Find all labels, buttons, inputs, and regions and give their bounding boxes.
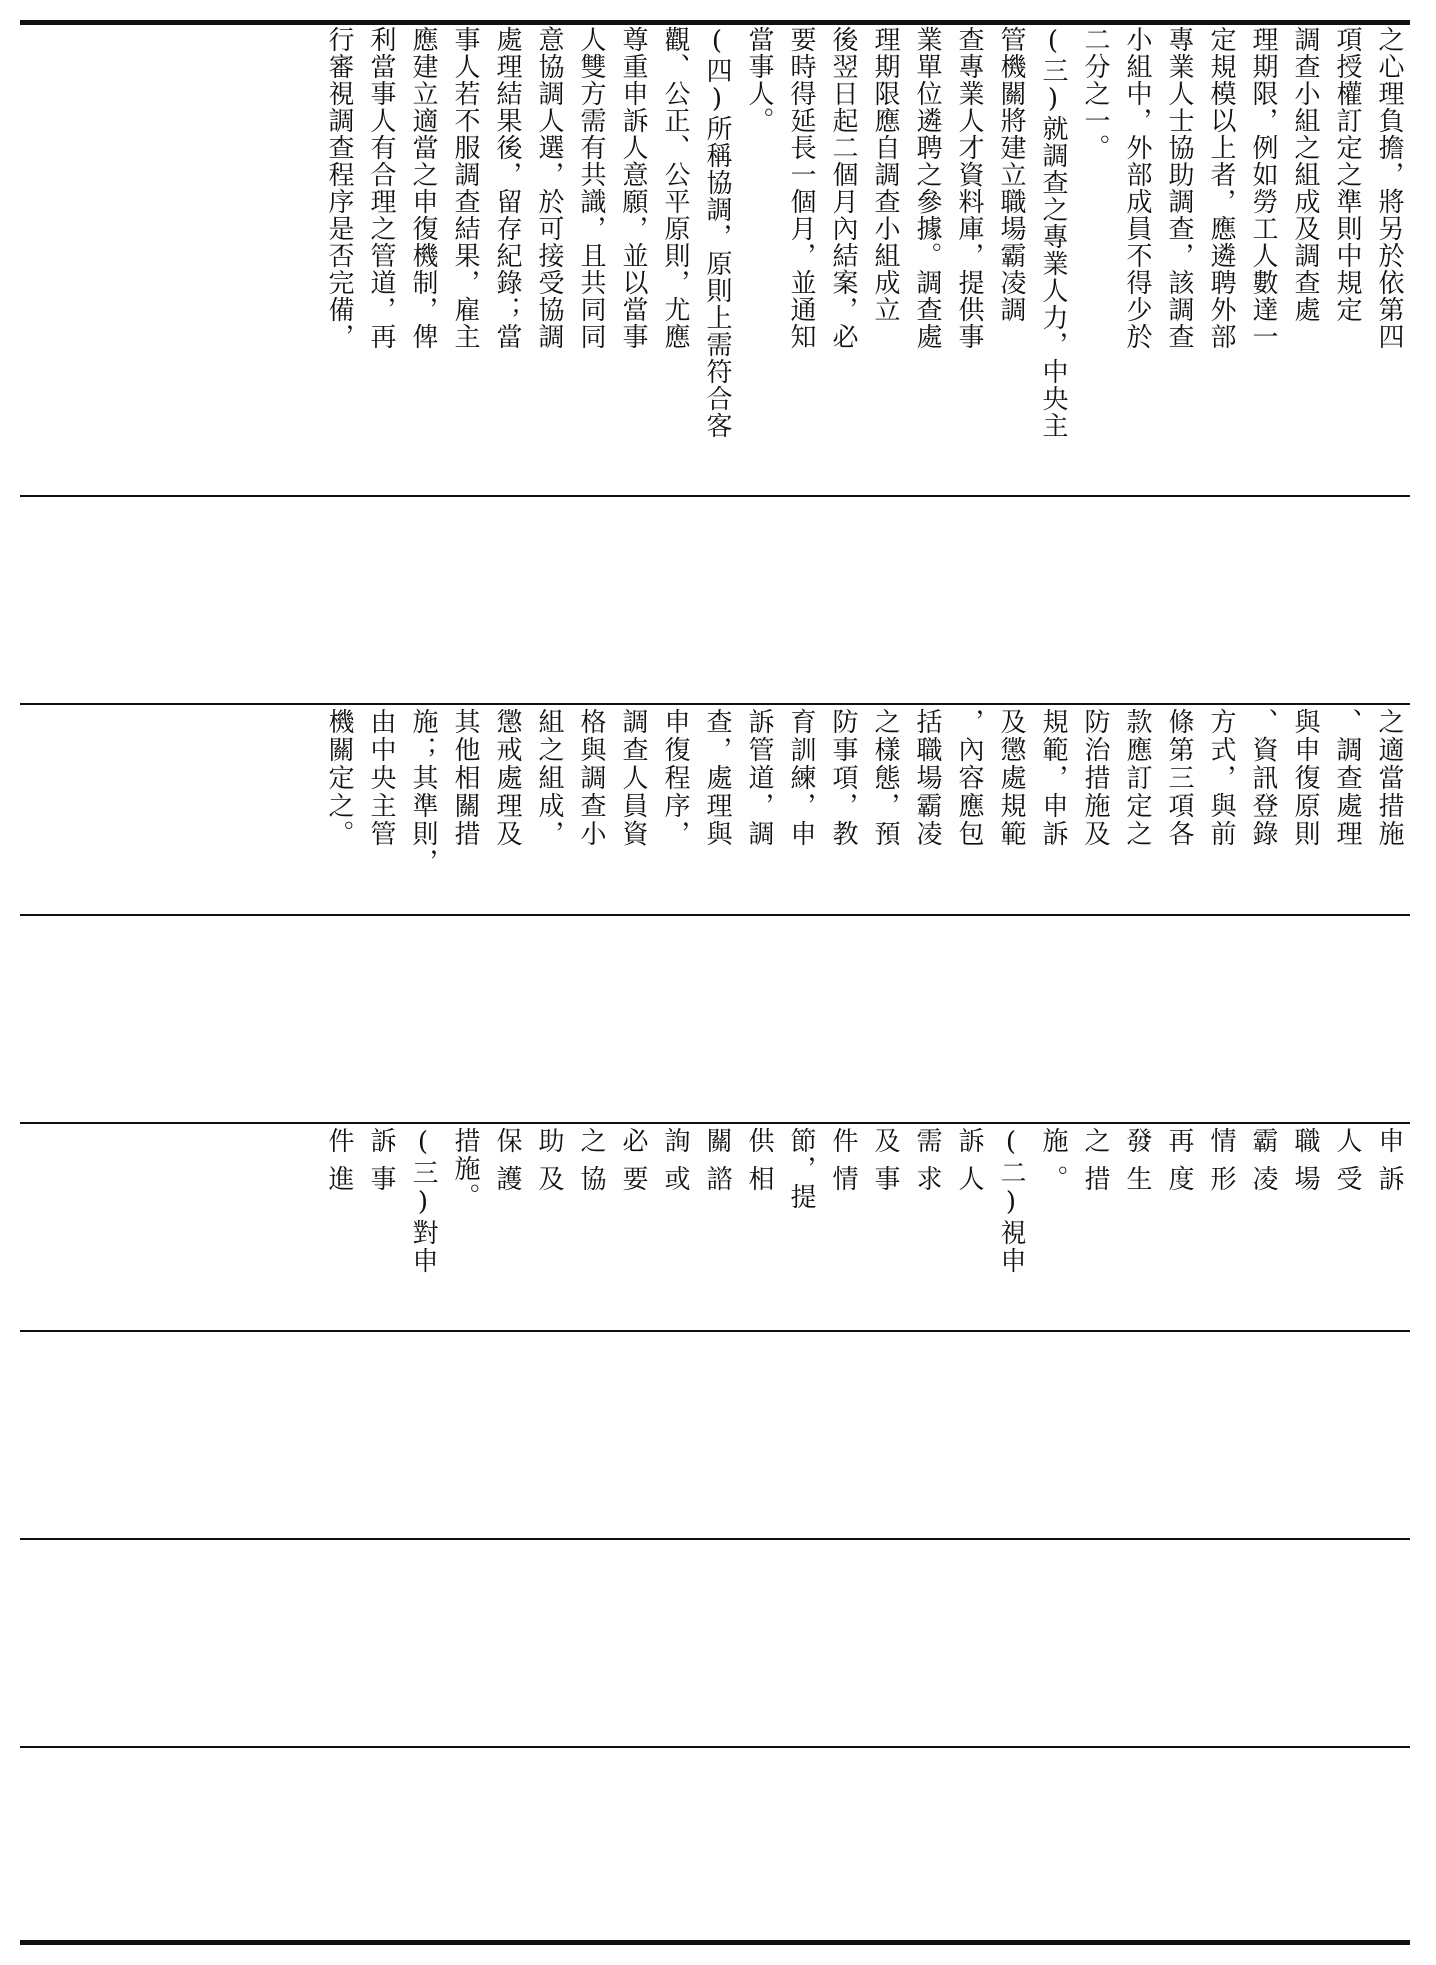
text-column: 職場	[1290, 1127, 1320, 1203]
text-column: 組之組成，	[534, 708, 564, 848]
text-band-middle	[20, 708, 1410, 913]
text-column: 、調查處理	[1332, 708, 1362, 848]
text-column: 節，提	[786, 1127, 816, 1211]
row-divider	[20, 495, 1410, 497]
text-column: 需求	[912, 1127, 942, 1203]
text-column: (二)視申	[996, 1127, 1026, 1275]
row-divider	[20, 1122, 1410, 1124]
text-column: 其他相關措	[450, 708, 480, 848]
top-rule	[20, 20, 1410, 25]
text-column: 件情	[828, 1127, 858, 1203]
text-column: 事人若不服調查結果，雇主	[450, 26, 480, 350]
text-column: 處理結果後，留存紀錄；當	[492, 26, 522, 350]
text-column: 及事	[870, 1127, 900, 1203]
bottom-rule	[20, 1940, 1410, 1945]
row-divider	[20, 703, 1410, 705]
text-column: 應建立適當之申復機制，俾	[408, 26, 438, 350]
row-divider	[20, 1538, 1410, 1540]
text-column: 申復程序，	[660, 708, 690, 848]
text-column: (三)就調查之專業人力，中央主	[1038, 26, 1068, 439]
text-column: 專業人士協助調查，該調查	[1164, 26, 1194, 350]
text-column: 關諮	[702, 1127, 732, 1203]
text-column: 利當事人有合理之管道，再	[366, 26, 396, 350]
row-divider	[20, 914, 1410, 916]
text-column: 之協	[576, 1127, 606, 1203]
text-band-lower	[20, 1127, 1410, 1327]
column-group-upper	[318, 26, 1410, 439]
text-column: 及懲處規範	[996, 708, 1026, 848]
text-column: 發生	[1122, 1127, 1152, 1203]
text-column: 詢或	[660, 1127, 690, 1203]
column-group-lower	[318, 1127, 1410, 1327]
text-column: 調查人員資	[618, 708, 648, 848]
text-column: 二分之一。	[1080, 26, 1110, 161]
text-column: 格與調查小	[576, 708, 606, 848]
text-column: 人受	[1332, 1127, 1362, 1203]
text-band-upper	[20, 26, 1410, 494]
text-column: 規範，申訴	[1038, 708, 1068, 848]
text-column: 行審視調查程序是否完備，	[324, 26, 354, 350]
text-column: 觀、公正、公平原則，尤應	[660, 26, 690, 350]
text-column: 育訓練，申	[786, 708, 816, 848]
text-column: 理期限，例如勞工人數達一	[1248, 26, 1278, 350]
text-column: 施；其準則，	[408, 708, 438, 876]
text-column: 項授權訂定之準則中規定	[1332, 26, 1362, 323]
text-column: (三)對申	[408, 1127, 438, 1275]
column-group-middle	[318, 708, 1410, 913]
text-column: 調查小組之組成及調查處	[1290, 26, 1320, 323]
text-column: 情形	[1206, 1127, 1236, 1203]
text-column: 之心理負擔，將另於依第四	[1374, 26, 1404, 350]
text-column: 意協調人選，於可接受協調	[534, 26, 564, 350]
text-column: 保護	[492, 1127, 522, 1203]
text-column: 業單位遴聘之參據。調查處	[912, 26, 942, 350]
text-column: 機關定之。	[324, 708, 354, 848]
row-divider	[20, 1330, 1410, 1332]
text-column: 再度	[1164, 1127, 1194, 1203]
text-column: 與申復原則	[1290, 708, 1320, 848]
text-column: 施。	[1038, 1127, 1068, 1203]
text-column: 霸凌	[1248, 1127, 1278, 1203]
text-column: ，內容應包	[954, 708, 984, 848]
row-divider	[20, 1746, 1410, 1748]
text-column: 由中央主管	[366, 708, 396, 848]
text-column: 方式，與前	[1206, 708, 1236, 848]
text-column: 懲戒處理及	[492, 708, 522, 848]
text-column: 查專業人才資料庫，提供事	[954, 26, 984, 350]
text-column: 之樣態，預	[870, 708, 900, 848]
text-column: 件進	[324, 1127, 354, 1203]
text-column: 理期限應自調查小組成立	[870, 26, 900, 323]
text-column: 條第三項各	[1164, 708, 1194, 848]
text-column: 管機關將建立職場霸凌調	[996, 26, 1026, 323]
text-column: 款應訂定之	[1122, 708, 1152, 848]
text-column: 供相	[744, 1127, 774, 1203]
text-column: 人雙方需有共識，且共同同	[576, 26, 606, 350]
text-column: 措施。	[450, 1127, 480, 1211]
text-column: 要時得延長一個月，並通知	[786, 26, 816, 350]
text-column: 防治措施及	[1080, 708, 1110, 848]
text-column: 定規模以上者，應遴聘外部	[1206, 26, 1236, 350]
text-column: 括職場霸凌	[912, 708, 942, 848]
text-column: 小組中，外部成員不得少於	[1122, 26, 1152, 350]
text-column: 尊重申訴人意願，並以當事	[618, 26, 648, 350]
text-column: 、資訊登錄	[1248, 708, 1278, 848]
text-column: 訴管道，調	[744, 708, 774, 848]
text-column: (四)所稱協調，原則上需符合客	[702, 26, 732, 439]
text-column: 申訴	[1374, 1127, 1404, 1203]
text-column: 訴人	[954, 1127, 984, 1203]
text-column: 之措	[1080, 1127, 1110, 1203]
text-column: 當事人。	[744, 26, 774, 134]
text-column: 訴事	[366, 1127, 396, 1203]
text-column: 防事項，教	[828, 708, 858, 848]
text-column: 助及	[534, 1127, 564, 1203]
text-column: 之適當措施	[1374, 708, 1404, 848]
text-column: 查，處理與	[702, 708, 732, 848]
text-column: 後翌日起二個月內結案，必	[828, 26, 858, 350]
text-column: 必要	[618, 1127, 648, 1203]
